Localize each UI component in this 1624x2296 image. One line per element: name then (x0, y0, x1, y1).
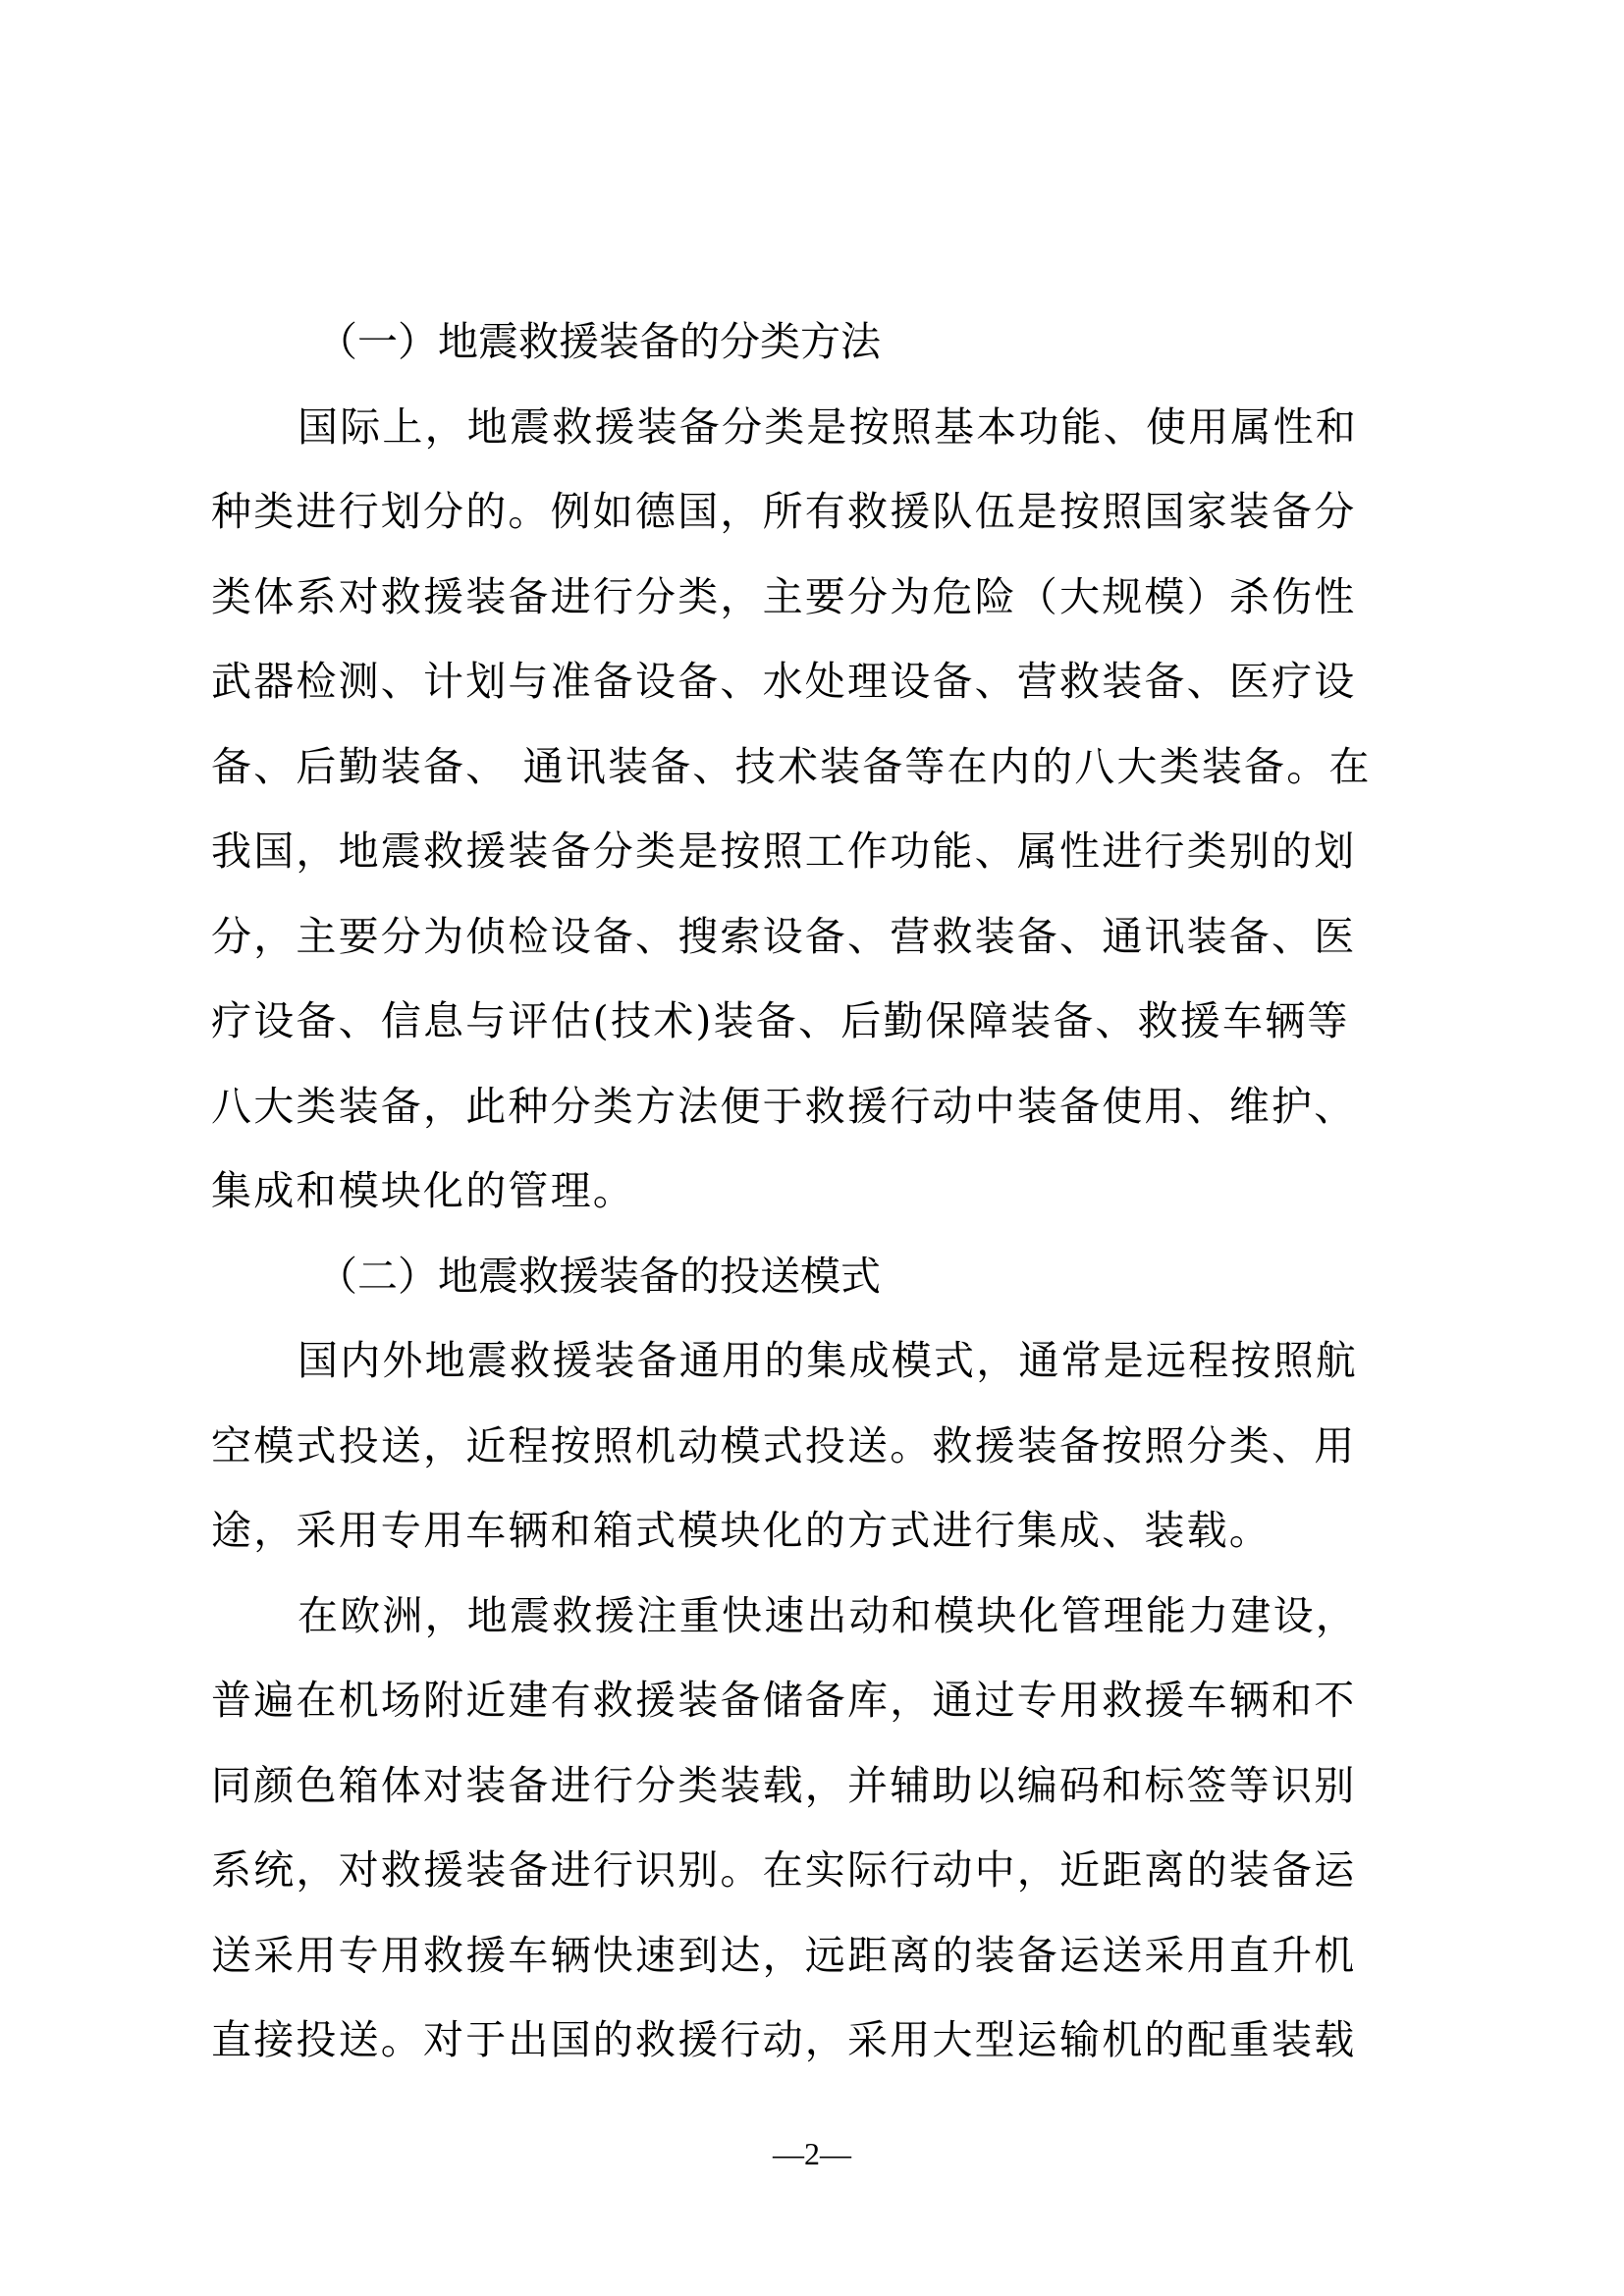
document-body (211, 299, 1414, 2083)
paragraph-line: 备、后勤装备、 通讯装备、技术装备等在内的八大类装备。在 (211, 742, 1372, 790)
paragraph-line: 国际上，地震救援装备分类是按照基本功能、使用属性和 (298, 402, 1358, 451)
paragraph-1 (211, 385, 1414, 1234)
paragraph-line: 类体系对救援装备进行分类，主要分为危险（大规模）杀伤性 (211, 572, 1357, 620)
section-heading-2: （二）地震救援装备的投送模式 (317, 1252, 881, 1300)
paragraph-3 (211, 1574, 1414, 2083)
paragraph-line: 我国，地震救援装备分类是按照工作功能、属性进行类别的划 (211, 828, 1357, 875)
paragraph-line: 同颜色箱体对装备进行分类装载，并辅助以编码和标签等识别 (211, 1761, 1357, 1809)
paragraph-line: 集成和模块化的管理。 (211, 1167, 635, 1214)
paragraph-line: 空模式投送，近程按照机动模式投送。救援装备按照分类、用 (211, 1421, 1357, 1469)
paragraph-line: 送采用专用救援车辆快速到达，远距离的装备运送采用直升机 (211, 1931, 1357, 1979)
paragraph-line: 分，主要分为侦检设备、搜索设备、营救装备、通讯装备、医 (211, 912, 1357, 960)
paragraph-line: 在欧洲，地震救援注重快速出动和模块化管理能力建设， (298, 1591, 1358, 1639)
page-number: —2— (773, 2136, 851, 2171)
paragraph-line: 种类进行划分的。例如德国，所有救援队伍是按照国家装备分 (211, 488, 1357, 535)
paragraph-line: 八大类装备，此种分类方法便于救援行动中装备使用、维护、 (211, 1082, 1357, 1130)
section-heading-1: （一）地震救援装备的分类方法 (317, 318, 881, 365)
paragraph-line: 途，采用专用车辆和箱式模块化的方式进行集成、装载。 (211, 1507, 1272, 1554)
paragraph-line: 疗设备、信息与评估(技术)装备、后勤保障装备、救援车辆等 (211, 997, 1350, 1044)
paragraph-line: 国内外地震救援装备通用的集成模式，通常是远程按照航 (298, 1337, 1358, 1384)
paragraph-line: 直接投送。对于出国的救援行动，采用大型运输机的配重装载 (211, 2016, 1357, 2063)
paragraph-line: 普遍在机场附近建有救援装备储备库，通过专用救援车辆和不 (211, 1677, 1357, 1724)
paragraph-line: 系统，对救援装备进行识别。在实际行动中，近距离的装备运 (211, 1846, 1357, 1894)
paragraph-2 (211, 1318, 1414, 1574)
paragraph-line: 武器检测、计划与准备设备、水处理设备、营救装备、医疗设 (211, 658, 1357, 705)
